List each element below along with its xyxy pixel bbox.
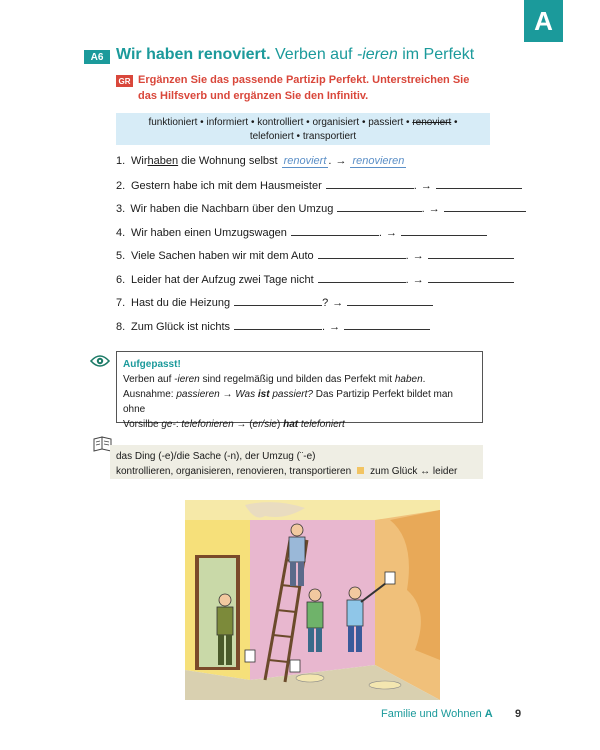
arrow-icon: → [428,203,440,215]
item-end: . [421,203,425,215]
blank-participle[interactable] [234,296,322,306]
note-italic: haben [394,374,423,385]
blank-participle[interactable] [291,226,379,236]
item-answer-participle[interactable]: renoviert [283,155,327,167]
footer-title [381,708,493,720]
note-line-2 [123,387,476,417]
note-box [116,351,483,430]
eye-icon [90,354,110,368]
word-separator: • [250,117,255,128]
item-number: 8. [116,320,126,333]
renovation-illustration [185,500,440,700]
blank-infinitive[interactable] [347,296,433,306]
note-line-1 [123,372,476,387]
note-italic: ge- [161,419,176,430]
item-text-pre: Wir [131,155,148,167]
item-number: 1. [116,155,126,167]
arrow-icon: → [420,179,432,192]
exercise-list [116,155,526,343]
item-end: . [328,155,332,167]
item-number: 4. [116,226,126,239]
exercise-title-main: Wir haben renoviert. [116,46,271,63]
exercise-number-badge: A6 [84,50,110,64]
note-italic: passiert? [269,389,313,400]
blank-infinitive[interactable] [428,273,514,283]
item-end: . [405,273,409,286]
note-bold-italic: ist [257,389,270,400]
item-text: Hast du die Heizung [131,297,231,309]
arrow-icon: → [335,155,347,167]
word: telefoniert [249,131,294,142]
instruction-text [138,72,498,104]
blank-participle[interactable] [326,179,414,189]
exercise-item [116,226,526,250]
item-text: Viele Sachen haben wir mit dem Auto [131,250,314,262]
note-text: . [422,374,426,385]
item-end: . [378,226,382,239]
arrow-icon: → [412,250,424,262]
exercise-title [116,46,474,64]
item-end: . [405,250,409,262]
blank-infinitive[interactable] [444,202,526,212]
item-number: 5. [116,250,126,262]
exercise-title-pre: Verben auf [275,46,357,63]
note-text: Vorsilbe [123,419,162,430]
arrow-icon: → [332,297,344,309]
exercise-item [116,273,526,297]
word-box-line-1 [116,116,490,130]
exercise-item [116,202,526,226]
item-end: . [322,320,326,333]
arrow-icon: → [329,320,341,333]
blank-infinitive[interactable] [401,226,487,236]
word-separator: • [406,117,410,128]
item-text-post: die Wohnung selbst [178,155,278,167]
item-text: Wir haben einen Umzugswagen [131,226,287,239]
exercise-title-italic: -ieren [356,46,398,63]
arrow-icon: → [412,273,424,286]
note-text: Das Partizip Perfekt bildet man ohne [123,389,453,415]
exercise-item [116,296,526,320]
exercise-item [116,320,526,344]
word-box-line-2 [116,130,490,144]
note-italic: telefonieren [181,419,234,430]
item-answer-infinitive[interactable]: renovieren [352,155,405,167]
word: funktioniert [148,117,198,128]
separator-square [357,467,364,474]
instruction-line-1: Ergänzen Sie das passende Partizip Perfekt. Unterstreichen Sie [138,74,470,86]
note-italic: -ieren [174,374,200,385]
note-italic: passieren [176,389,220,400]
vocab-line-2 [116,464,477,479]
grammar-badge: GR [116,75,133,87]
vocab-box [110,445,483,479]
exercise-item [116,155,526,179]
word-separator: • [200,117,204,128]
instruction-line-2: das Hilfsverb und ergänzen Sie den Infinitiv. [138,90,369,102]
item-end: . [413,179,417,192]
word: organisiert [312,117,360,128]
item-number: 3. [116,203,126,215]
item-number: 6. [116,273,126,286]
word: transportiert [302,131,357,142]
note-italic: er/sie [252,419,277,430]
word-separator: • [361,117,366,128]
note-text: ) [276,419,284,430]
word: kontrolliert [257,117,304,128]
word-separator: • [454,117,458,128]
footer-chapter-letter: A [484,708,493,720]
exercise-item [116,179,526,203]
blank-participle[interactable] [337,202,421,212]
note-text: → [219,389,236,400]
item-text: Gestern habe ich mit dem Hausmeister [131,179,322,192]
note-title: Aufgepasst! [123,359,181,370]
blank-infinitive[interactable] [344,320,430,330]
blank-participle[interactable] [318,249,406,259]
note-text: : [175,419,182,430]
arrow-icon: → [385,226,397,239]
item-text: Zum Glück ist nichts [131,320,231,333]
note-bold-italic: hat [283,419,299,430]
item-number: 2. [116,179,126,192]
note-text: Verben auf [123,374,175,385]
vocab-expression: zum Glück ↔ leider [370,466,458,477]
word: passiert [368,117,404,128]
exercise-item [116,249,526,273]
item-text: Wir haben die Nachbarn über den Umzug [130,203,334,215]
note-italic: Was [235,389,258,400]
word-separator: • [296,131,301,142]
note-line-3 [123,417,476,432]
item-number: 7. [116,297,126,309]
note-text: sind regelmäßig und bilden das Perfekt mit [199,374,395,385]
exercise-title-post: im Perfekt [397,46,475,63]
chapter-tab: A [524,0,563,42]
blank-infinitive[interactable] [428,249,514,259]
note-text: → ( [233,419,253,430]
item-end: ? [322,297,329,309]
vocab-verbs: kontrollieren, organisieren, renovieren, transportieren [116,466,352,477]
blank-participle[interactable] [234,320,322,330]
word-separator: • [306,117,310,128]
note-italic: telefoniert [298,419,345,430]
item-aux-underlined: haben [147,155,179,167]
word: informiert [206,117,249,128]
page-number: 9 [515,708,522,720]
struck-word: renoviert [412,117,452,128]
word-box [116,113,490,145]
blank-infinitive[interactable] [436,179,522,189]
item-text: Leider hat der Aufzug zwei Tage nicht [131,273,314,286]
blank-participle[interactable] [318,273,406,283]
vocab-line-1: das Ding (-e)/die Sache (-n), der Umzug (¨-e) [116,451,316,462]
note-text: Ausnahme: [123,389,177,400]
footer-chapter-title: Familie und Wohnen [381,708,482,720]
